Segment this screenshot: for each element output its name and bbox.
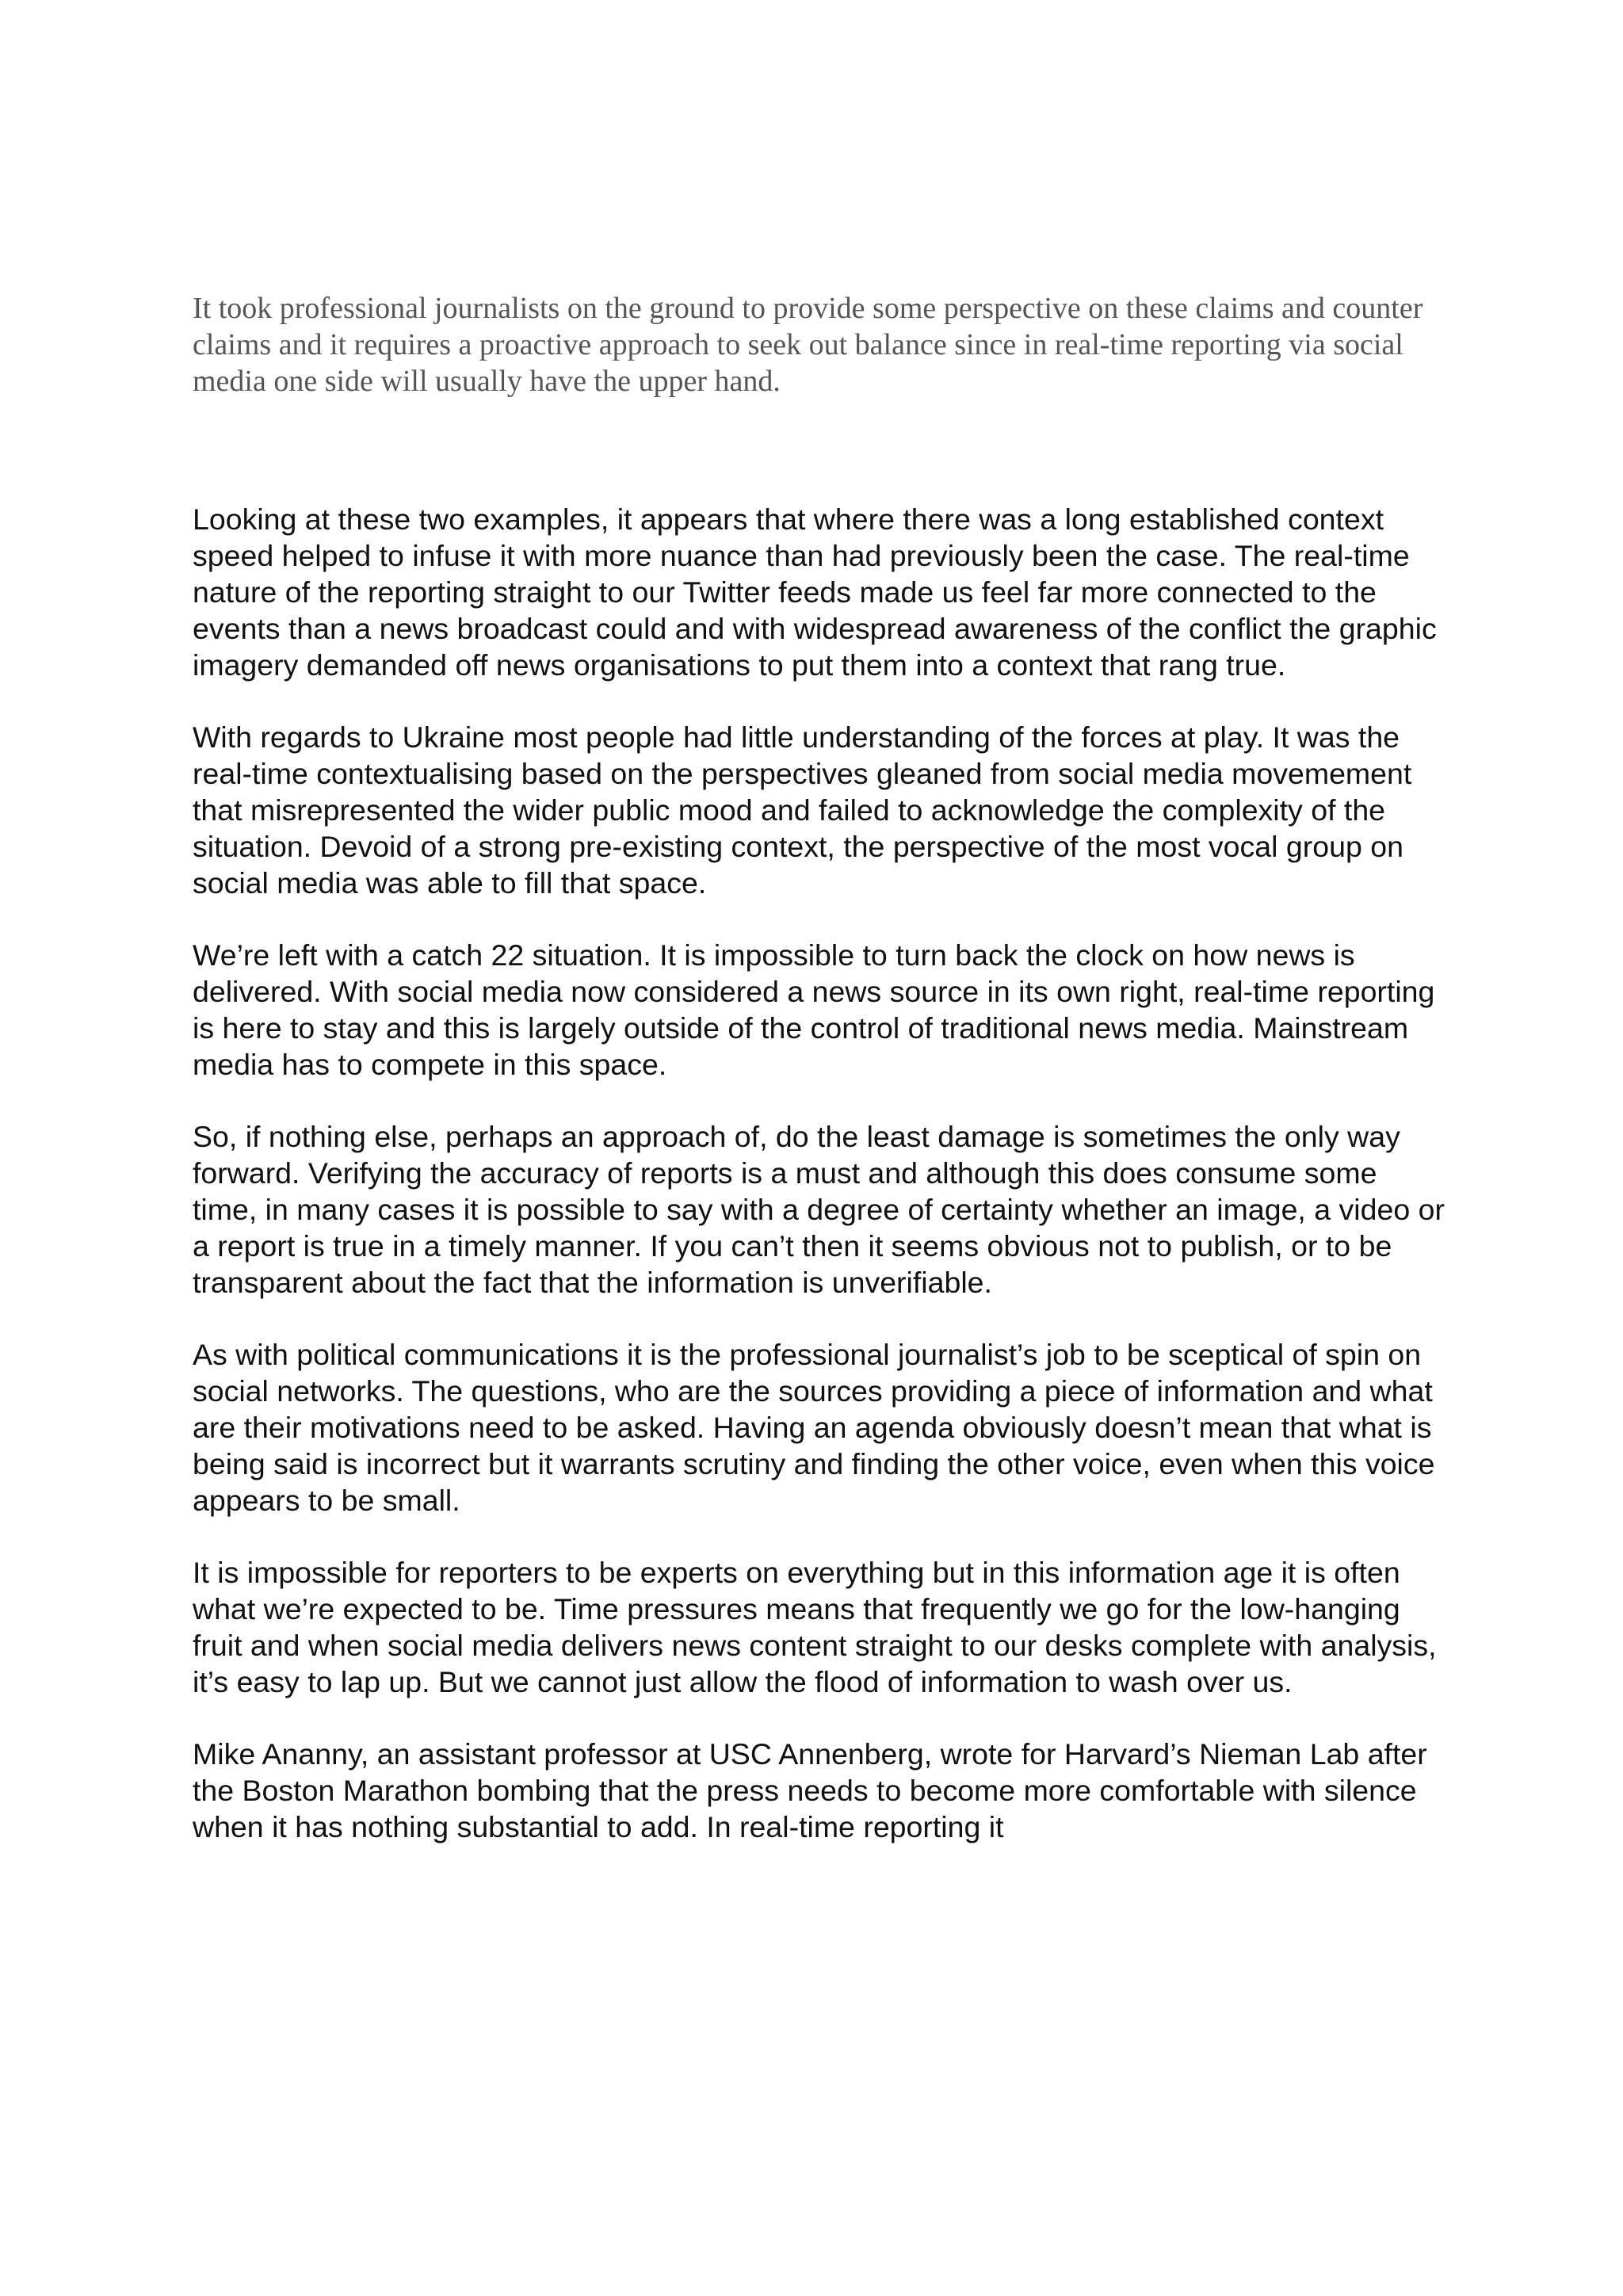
paragraph-examples: Looking at these two examples, it appears that where there was a long established context speed helped to infuse it with more nuance than had previously been the case. The real-time nature of the reporting straight to our Twitter feeds made us feel far more connected to the events than a news broadcast could and with widespread awareness of the conflict the graphic imagery demanded off news organisations to put them into a context that rang true. <box>193 502 1437 682</box>
paragraph-political-communications: As with political communications it is the professional journalist’s job to be sceptical of spin on social networks. The questions, who are the sources providing a piece of information and what are their motivations need to be asked. Having an agenda obviously doesn’t mean that what is being said is incorrect but it warrants scrutiny and finding the other voice, even when this voice appears to be small. <box>193 1338 1435 1517</box>
paragraph-least-damage: So, if nothing else, perhaps an approach of, do the least damage is sometimes the only way forward. Verifying the accuracy of reports is a must and although this does consume some time, in many cases it is possible to say with a degree of certainty whether an image, a video or a report is true in a timely manner. If you can’t then it seems obvious not to publish, or to be transparent about the fact that the information is unverifiable. <box>193 1120 1445 1299</box>
paragraph-ukraine: With regards to Ukraine most people had little understanding of the forces at play. It was the real-time contextualising based on the perspectives gleaned from social media movemement that misrepresented the wider public mood and failed to acknowledge the complexity of the situation. Devoid of a strong pre-existing context, the perspective of the most vocal group on social media was able to fill that space. <box>193 720 1412 900</box>
paragraph-mike-ananny: Mike Ananny, an assistant professor at USC Annenberg, wrote for Harvard’s Nieman Lab after the Boston Marathon bombing that the press needs to become more comfortable with silence when it has nothing substantial to add. In real-time reporting it <box>193 1737 1427 1843</box>
intro-paragraph: It took professional journalists on the ground to provide some perspective on these claims and counter claims and it requires a proactive approach to seek out balance since in real-time reporting via social media one side will usually have the upper hand. <box>193 292 1423 398</box>
paragraph-catch-22: We’re left with a catch 22 situation. It is impossible to turn back the clock on how news is delivered. With social media now considered a news source in its own right, real-time reporting is here to stay and this is largely outside of the control of traditional news media. Mainstream media has to compete in this space. <box>193 938 1435 1081</box>
body-text <box>193 501 1445 1881</box>
paragraph-experts: It is impossible for reporters to be experts on everything but in this information age it is often what we’re expected to be. Time pressures means that frequently we go for the low-hanging fruit and when social media delivers news content straight to our desks complete with analysis, it’s easy to lap up. But we cannot just allow the flood of information to wash over us. <box>193 1556 1437 1698</box>
